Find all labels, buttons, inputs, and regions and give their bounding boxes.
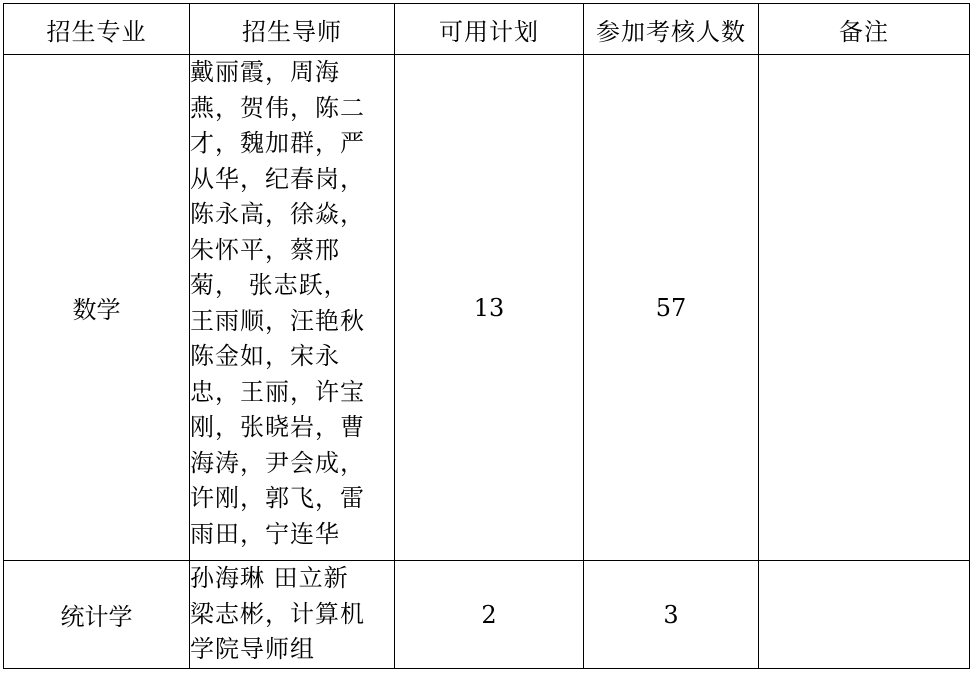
advisor-line: 刚，张晓岩，曹 xyxy=(190,413,365,441)
advisor-line: 燕，贺伟，陈二 xyxy=(190,93,365,122)
advisor-line: 王雨顺，汪艳秋 xyxy=(190,306,365,335)
examinees-cell: 57 xyxy=(584,55,759,561)
major-cell: 统计学 xyxy=(4,561,190,669)
advisors-cell xyxy=(190,55,395,561)
header-major: 招生专业 xyxy=(4,4,190,55)
note-cell xyxy=(759,561,970,669)
advisor-line: 梁志彬，计算机 xyxy=(190,599,365,628)
header-advisors: 招生导师 xyxy=(190,4,395,55)
plan-cell: 2 xyxy=(395,561,584,669)
advisor-line: 戴丽霞，周海 xyxy=(190,58,340,86)
advisor-line: 忠，王丽，许宝 xyxy=(190,377,365,406)
header-plan: 可用计划 xyxy=(395,4,584,55)
advisor-line: 从华，纪春岗， xyxy=(190,164,365,193)
advisor-line: 学院导师组 xyxy=(190,635,315,663)
table-row xyxy=(4,55,970,561)
note-cell xyxy=(759,55,970,561)
header-examinees: 参加考核人数 xyxy=(584,4,759,55)
advisor-line: 陈金如，宋永 xyxy=(190,342,340,370)
plan-cell: 13 xyxy=(395,55,584,561)
advisor-line: 菊， 张志跃， xyxy=(190,271,349,299)
header-note: 备注 xyxy=(759,4,970,55)
admissions-table xyxy=(3,3,970,669)
advisor-line: 许刚，郭飞，雷 xyxy=(190,484,365,512)
advisor-line: 海涛，尹会成， xyxy=(190,448,365,477)
advisor-line: 陈永高，徐焱， xyxy=(190,200,365,228)
header-row xyxy=(4,4,970,55)
advisor-line: 孙海琳 田立新 xyxy=(190,564,349,592)
table-row xyxy=(4,561,970,669)
advisors-cell xyxy=(190,561,395,669)
advisor-line: 才，魏加群，严 xyxy=(190,129,365,157)
advisor-line: 朱怀平，蔡邢 xyxy=(190,235,340,264)
major-cell: 数学 xyxy=(4,55,190,561)
examinees-cell: 3 xyxy=(584,561,759,669)
advisor-line: 雨田，宁连华 xyxy=(190,519,340,548)
